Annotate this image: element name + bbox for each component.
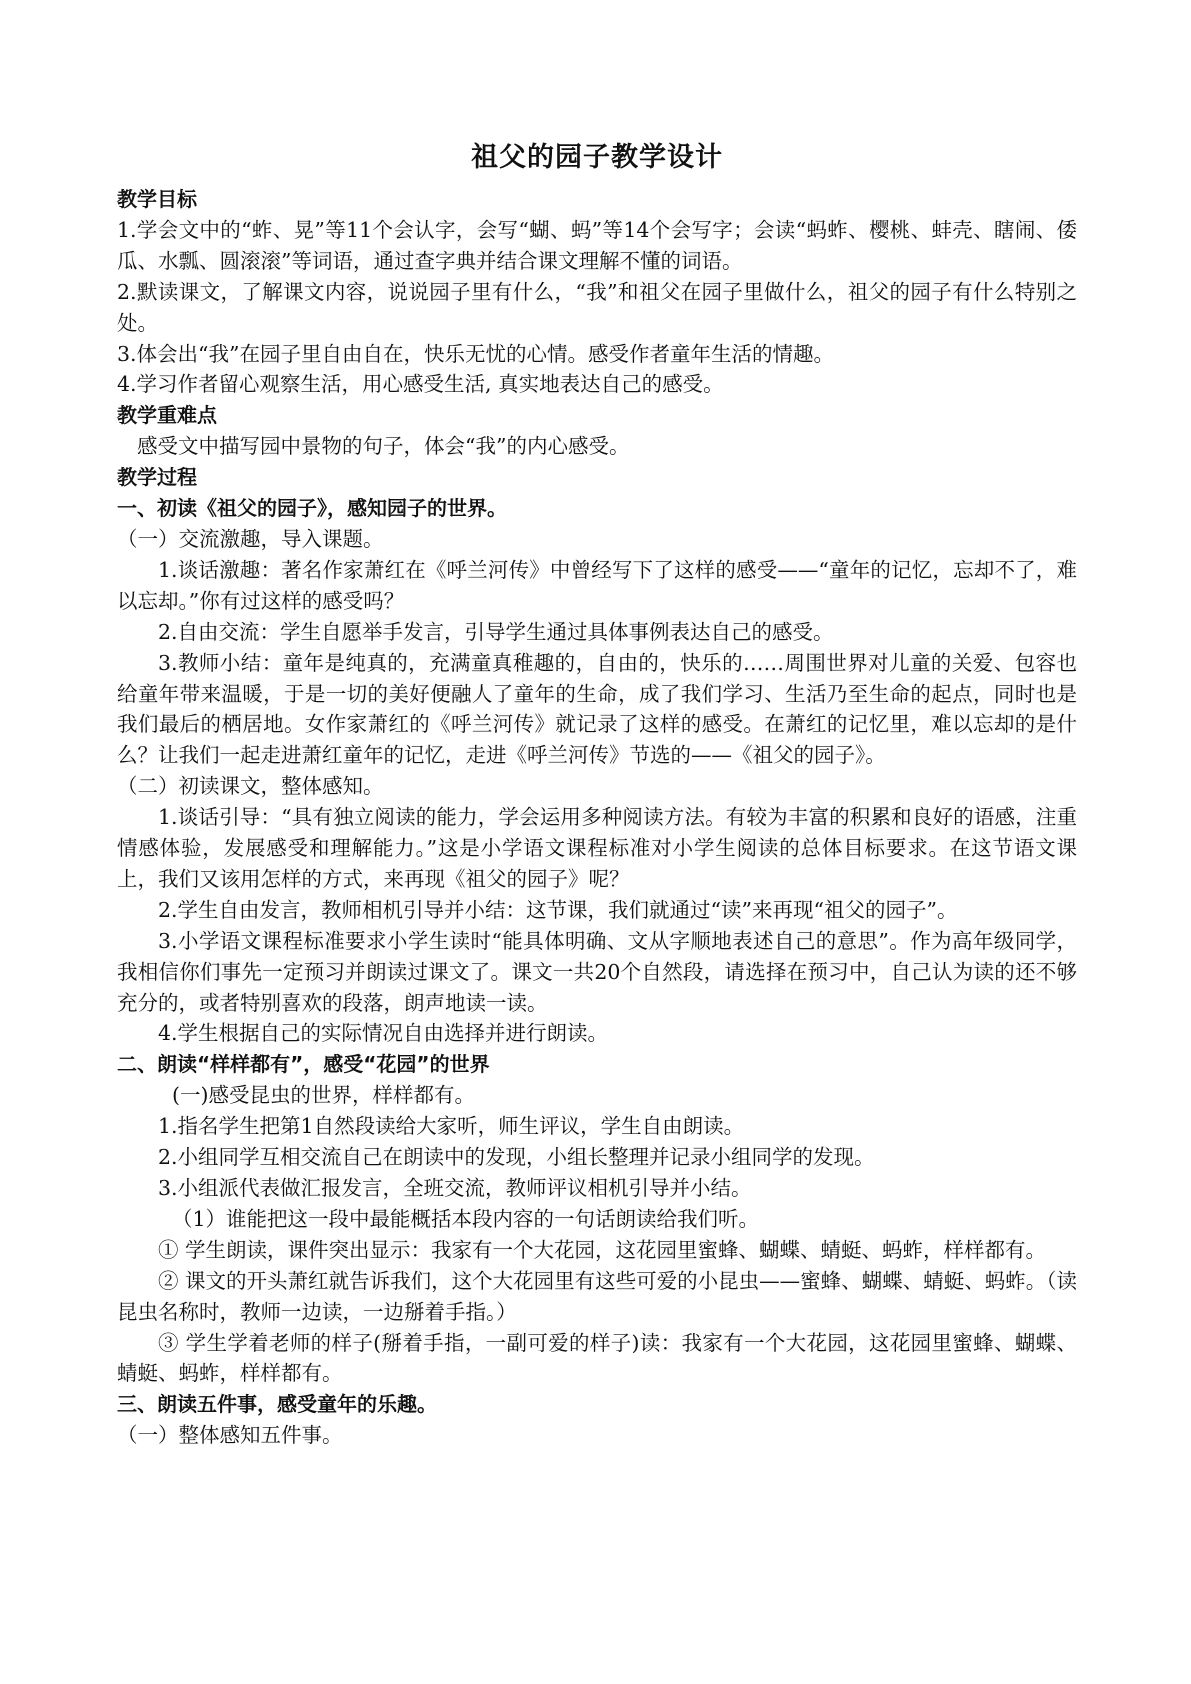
part2-question-1: （1）谁能把这一段中最能概括本段内容的一句话朗读给我们听。 xyxy=(172,1206,760,1231)
part2-q1-item: ③ 学生学着老师的样子(掰着手指，一副可爱的样子)读：我家有一个大花园，这花园里蜜蜂、蝴蝶、蜻蜓、蚂蚱，样样都有。 xyxy=(117,1330,1077,1386)
objectives-heading: 教学目标 xyxy=(117,187,197,211)
part1-sub1-item: 1.谈话激趣：著名作家萧红在《呼兰河传》中曾经写下了这样的感受——“童年的记忆，忘却不了，难以忘却。”你有过这样的感受吗？ xyxy=(117,557,1077,613)
part2-q1-item: ② 课文的开头萧红就告诉我们，这个大花园里有这些可爱的小昆虫——蜜蜂、蝴蝶、蜻蜓、蚂蚱。（读昆虫名称时，教师一边读，一边掰着手指。） xyxy=(117,1268,1077,1324)
part1-heading: 一、初读《祖父的园子》，感知园子的世界。 xyxy=(117,496,507,521)
part3-heading: 三、朗读五件事，感受童年的乐趣。 xyxy=(117,1392,437,1417)
objective-item: 2.默读课文，了解课文内容，说说园子里有什么，“我”和祖父在园子里做什么，祖父的园子有什么特别之处。 xyxy=(117,279,1077,335)
part1-sub2-item: 4.学生根据自己的实际情况自由选择并进行朗读。 xyxy=(158,1021,609,1046)
part1-subheading-1: （一）交流激趣，导入课题。 xyxy=(117,526,384,551)
part1-sub1-item: 2.自由交流：学生自愿举手发言，引导学生通过具体事例表达自己的感受。 xyxy=(158,619,834,644)
document-page xyxy=(117,138,1077,1451)
part2-heading: 二、朗读“样样都有”，感受“花园”的世界 xyxy=(117,1052,490,1077)
process-heading: 教学过程 xyxy=(117,465,197,490)
part2-subheading-1: (一)感受昆虫的世界，样样都有。 xyxy=(172,1083,475,1108)
part2-sub1-item: 1.指名学生把第1自然段读给大家听，师生评议，学生自由朗读。 xyxy=(158,1114,745,1139)
part1-sub1-item: 3.教师小结：童年是纯真的，充满童真稚趣的，自由的，快乐的……周围世界对儿童的关爱、包容也给童年带来温暖，于是一切的美好便融人了童年的生命，成了我们学习、生活乃至生命的起点，同时也是我们最后的栖居地。女作家萧红的《呼兰河传》就记录了这样的感受。在萧红的记忆里，难以忘却的是什么？让我们一起走进萧红童年的记忆，走进《呼兰河传》节选的——《祖父的园子》。 xyxy=(117,650,1077,768)
part1-sub2-item: 1.谈话引导：“具有独立阅读的能力，学会运用多种阅读方法。有较为丰富的积累和良好的语感，注重情感体验，发展感受和理解能力。”这是小学语文课程标准对小学生阅读的总体目标要求。在这节语文课上，我们又该用怎样的方式，来再现《祖父的园子》呢？ xyxy=(117,805,1077,891)
part2-sub1-item: 3.小组派代表做汇报发言，全班交流，教师评议相机引导并小结。 xyxy=(158,1176,752,1200)
objective-item: 4.学习作者留心观察生活，用心感受生活, 真实地表达自己的感受。 xyxy=(117,372,724,397)
part1-sub2-item: 3.小学语文课程标准要求小学生读时“能具体明确、文从字顺地表述自己的意思”。作为高年级同学，我相信你们事先一定预习并朗读过课文了。课文一共20个自然段，请选择在预习中，自己认为读的还不够充分的，或者特别喜欢的段落，朗声地读一读。 xyxy=(117,928,1077,1015)
part2-sub1-item: 2.小组同学互相交流自己在朗读中的发现，小组长整理并记录小组同学的发现。 xyxy=(158,1145,875,1170)
document-title: 祖父的园子教学设计 xyxy=(471,142,723,173)
part3-subheading-1: （一）整体感知五件事。 xyxy=(117,1423,343,1448)
part2-q1-item: ① 学生朗读，课件突出显示：我家有一个大花园，这花园里蜜蜂、蝴蝶、蜻蜓、蚂蚱，样样都有。 xyxy=(158,1237,1047,1262)
part1-subheading-2: （二）初读课文，整体感知。 xyxy=(117,774,384,799)
part1-sub2-item: 2.学生自由发言，教师相机引导并小结：这节课，我们就通过“读”来再现“祖父的园子”。 xyxy=(158,897,958,922)
objective-item: 1.学会文中的“蚱、晃”等11个会认字，会写“蝴、蚂”等14个会写字；会读“蚂蚱、樱桃、蚌壳、瞎闹、倭瓜、水瓢、圆滚滚”等词语，通过查字典并结合课文理解不懂的词语。 xyxy=(117,217,1077,273)
objective-item: 3.体会出“我”在园子里自由自在，快乐无忧的心情。感受作者童年生活的情趣。 xyxy=(117,341,835,366)
key-points-heading: 教学重难点 xyxy=(117,403,217,428)
key-points-text: 感受文中描写园中景物的句子，体会“我”的内心感受。 xyxy=(137,434,630,459)
